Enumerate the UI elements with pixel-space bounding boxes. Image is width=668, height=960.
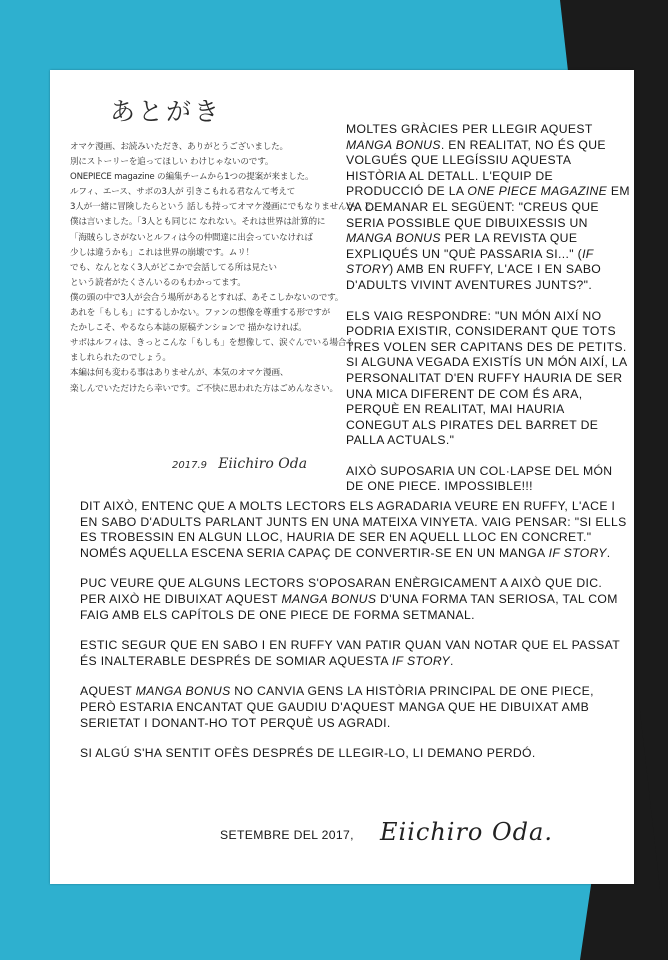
paragraph-3: AIXÒ SUPOSARIA UN COL·LAPSE DEL MÓN DE ONE PIECE. IMPOSSIBLE!!! — [346, 463, 613, 494]
text-run: . — [450, 653, 454, 668]
japanese-afterword — [70, 92, 380, 492]
text-run: ESTIC SEGUR QUE EN SABO I EN RUFFY VAN PATIR QUAN VAN NOTAR QUE EL PASSAT ÉS INALTERABLE DESPRÉS DE SOMIAR AQUESTA — [80, 638, 620, 668]
text-run: AQUEST — [80, 684, 136, 699]
jp-line: 本編は何も変わる事はありませんが、本気のオマケ漫画、 — [70, 368, 289, 379]
italic-run: IF STORY — [346, 246, 594, 277]
catalan-full-width-text — [80, 499, 628, 777]
jp-line: 少しは違うかも」これは世界の崩壊です。ムリ！ — [70, 247, 254, 258]
italic-run: MANGA BONUS — [346, 231, 441, 246]
paragraph-2: ELS VAIG RESPONDRE: "UN MÓN AIXÍ NO PODRIA EXISTIR, CONSIDERANT QUE TOTS TRES VOLEN SER CAPITANS DES DE PETITS. SI ALGUNA VEGADA EXISTÍS UN MÓN AIXÍ, LA PERSONALITAT D'EN RUFFY HAURIA DE SER UNA MICA DIFERENT DE COM ÉS ARA, PERQUÈ EN REALITAT, MAI HAURIA CONEGUT ALS PIRATES DEL BARRET DE PALLA ACTUALS." — [346, 308, 627, 448]
jp-line: 僕の頭の中で3人が会合う場所があるとすれば、あそこしかないのです。 — [70, 292, 344, 303]
closing-date: SETEMBRE DEL 2017, — [220, 828, 354, 842]
closing-signature: Eiichiro Oda. — [380, 818, 553, 846]
text-run: EM VA DEMANAR EL SEGÜENT: "CREUS QUE SERIA POSSIBLE QUE DIBUIXESSIS UN — [346, 184, 630, 230]
text-run: . — [606, 545, 611, 560]
text-run: D'UNA FORMA TAN SERIOSA, TAL COM FAIG AMB ELS CAPÍTOLS DE ONE PIECE DE FORMA SETMANAL. — [80, 591, 618, 622]
japanese-text-block — [70, 140, 380, 397]
jp-line: 「海賊らしさがないとルフィは今の仲間達に出会っていなければ — [70, 232, 313, 243]
text-run: NO CANVIA GENS LA HISTÒRIA PRINCIPAL DE ONE PIECE, PERÒ ESTARIA ENCANTAT QUE GAUDIU D'AQUEST MANGA QUE HE DIBUIXAT AMB SERIETAT I DONANT-HO TOT PERQUÈ US AGRADI. — [80, 684, 594, 730]
italic-run: MANGA BONUS — [135, 684, 231, 699]
italic-run: IF STORY — [391, 653, 451, 668]
jp-line: ルフィ、エース、サボの3人が 引きこもれる君なんて考えて — [70, 187, 296, 198]
jp-line: 別にストーリーを追ってほしい わけじゃないのです。 — [70, 157, 274, 168]
jp-line: サボはルフィは、きっとこんな「もしも」を想像して、涙ぐんでいる場合も — [70, 338, 355, 349]
jp-line: という読者がたくさんいるのもわかってます。 — [70, 277, 246, 288]
jp-line: 僕は言いました。「3人とも同じに なれない。それは世界は計算的に — [70, 217, 326, 228]
paragraph-4 — [80, 499, 628, 561]
jp-line: オマケ漫画、お読みいただき、ありがとうございました。 — [70, 142, 288, 152]
jp-date: 2017.9 — [172, 460, 207, 471]
jp-line: ましれられたのでしょう。 — [70, 353, 171, 364]
paragraph-5 — [80, 576, 628, 623]
paragraph-8: SI ALGÚ S'HA SENTIT OFÈS DESPRÉS DE LLEGIR-LO, LI DEMANO PERDÓ. — [80, 746, 536, 761]
jp-line: たかしこそ、やるなら本誌の原稿テンションで 描かなければ。 — [70, 323, 307, 334]
paragraph-1 — [346, 122, 630, 294]
closing-signature-block — [220, 818, 620, 858]
paragraph-7 — [80, 684, 628, 731]
paragraph-6 — [80, 638, 628, 669]
italic-run: IF STORY — [548, 545, 607, 560]
text-run: PUC VEURE QUE ALGUNS LECTORS S'OPOSARAN ENÈRGICAMENT A AIXÒ QUE DIC. PER AIXÒ HE DIBUIXAT AQUEST — [80, 576, 603, 606]
italic-run: MANGA BONUS — [281, 591, 377, 606]
italic-run: MANGA BONUS — [346, 137, 441, 152]
jp-line: ONEPIECE magazine の編集チームから1つの提案が来ました。 — [70, 172, 314, 183]
jp-line: 3人が一緒に冒険したらという 話しも持ってオマケ漫画にでもなりませんか、と。 — [70, 202, 380, 213]
text-run: MOLTES GRÀCIES PER LLEGIR AQUEST — [346, 122, 593, 136]
text-run: DIT AIXÒ, ENTENC QUE A MOLTS LECTORS ELS AGRADARIA VEURE EN RUFFY, L'ACE I EN SABO D'ADULTS PARLANT JUNTS EN UNA MATEIXA VINYETA. VAIG PENSAR: "SI ELLS ES TROBESSIN EN ALGUN LLOC, HAURIA DE SER EN AQUELL LLOC EN CONCRET." NOMÉS AQUELLA ESCENA SERIA CAPAÇ DE CONVERTIR-SE EN UN MANGA — [80, 499, 627, 560]
jp-line: でも、なんとなく3人がどこかで会話してる所は見たい — [70, 262, 277, 273]
jp-signature: Eiichiro Oda — [218, 456, 308, 472]
jp-signature-block — [172, 456, 307, 472]
catalan-right-column — [346, 122, 630, 510]
text-run: PER LA REVISTA QUE EXPLIQUÉS UN "QUÈ PASSARIA SI..." ( — [346, 231, 583, 261]
jp-line: あれを「もしも」にするしかない。ファンの想像を尊重する形ですが — [70, 308, 331, 319]
afterword-page — [50, 70, 634, 884]
jp-line: 楽しんでいただけたら幸いです。ご不快に思われた方はごめんなさい。 — [70, 383, 338, 394]
text-run: ) AMB EN RUFFY, L'ACE I EN SABO D'ADULTS VIVINT AVENTURES JUNTS?". — [346, 262, 602, 292]
afterword-title: あとがき — [110, 97, 223, 126]
italic-run: ONE PIECE MAGAZINE — [467, 184, 608, 199]
text-run: . EN REALITAT, NO ÉS QUE VOLGUÉS QUE LLEGÍSSIU AQUESTA HISTÒRIA AL DETALL. L'EQUIP DE PRODUCCIÓ DE LA — [346, 137, 606, 199]
